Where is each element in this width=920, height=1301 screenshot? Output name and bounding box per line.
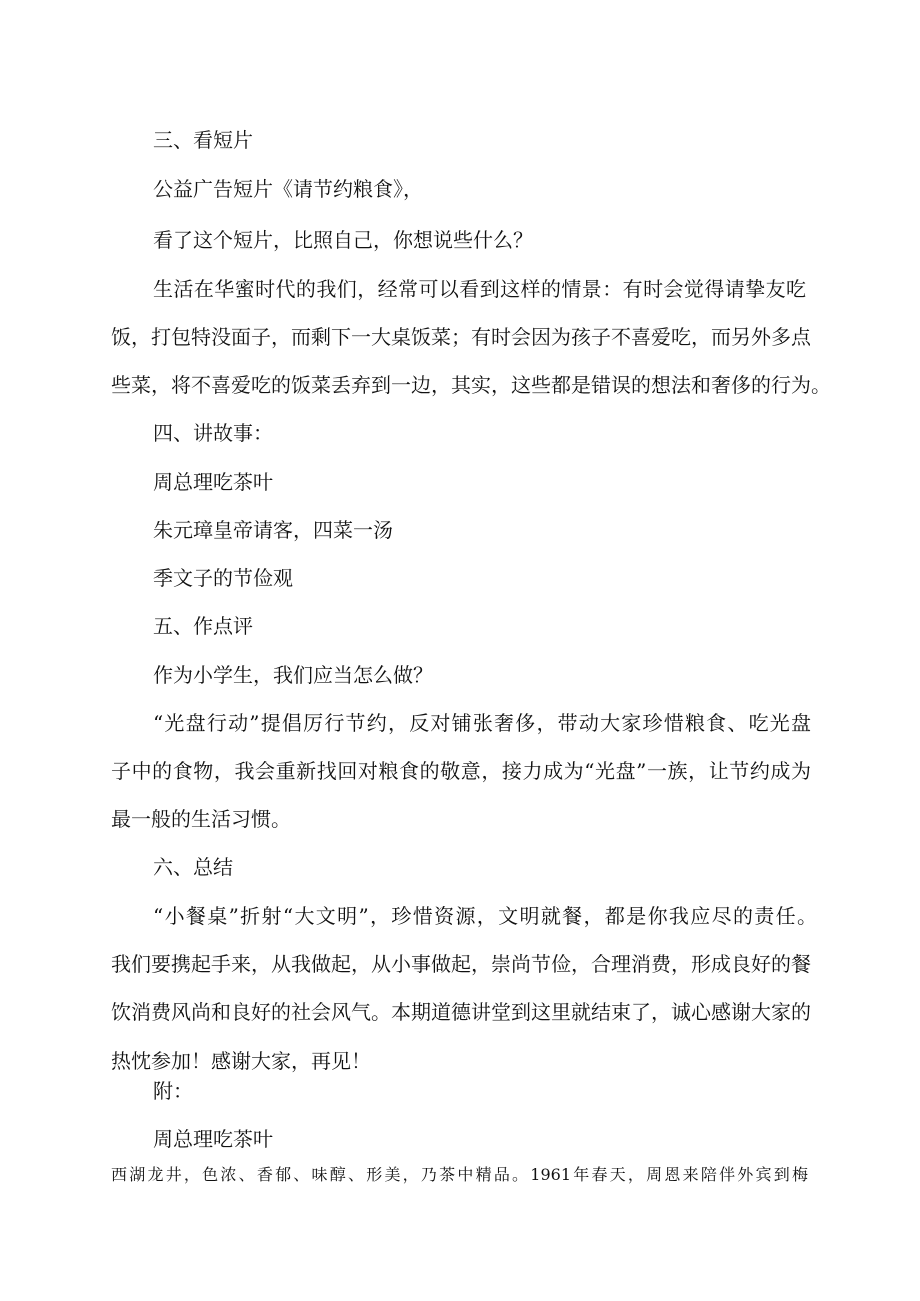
paragraph-line: 作为小学生，我们应当怎么做？ [153, 663, 433, 687]
paragraph-line: 我们要携起手来，从我做起，从小事做起，崇尚节俭，合理消费，形成良好的餐 [111, 952, 811, 976]
paragraph-line: “光盘行动”提倡厉行节约，反对铺张奢侈，带动大家珍惜粮食、吃光盘 [153, 711, 811, 735]
section-heading-5: 五、作点评 [153, 614, 253, 638]
paragraph-line: 看了这个短片，比照自己，你想说些什么？ [153, 228, 533, 252]
story-title: 季文子的节俭观 [153, 566, 293, 590]
story-title: 周总理吃茶叶 [153, 470, 273, 494]
paragraph-line: 生活在华蜜时代的我们，经常可以看到这样的情景：有时会觉得请挚友吃 [153, 277, 806, 301]
story-title: 朱元璋皇帝请客，四菜一汤 [153, 518, 393, 542]
section-heading-3: 三、看短片 [153, 128, 253, 152]
paragraph-line: 些菜，将不喜爱吃的饭菜丢弃到一边，其实，这些都是错误的想法和奢侈的行为。 [111, 373, 831, 397]
appendix-story-title: 周总理吃茶叶 [153, 1127, 273, 1151]
appendix-paragraph-line: 西湖龙井，色浓、香郁、味醇、形美，乃茶中精品。1961年春天，周恩来陪伴外宾到梅 [111, 1165, 808, 1184]
paragraph-line: 饭，打包特没面子，而剩下一大桌饭菜；有时会因为孩子不喜爱吃，而另外多点 [111, 325, 811, 349]
paragraph-line: 子中的食物，我会重新找回对粮食的敬意，接力成为“光盘”一族，让节约成为 [111, 759, 811, 783]
paragraph-line: “小餐桌”折射“大文明”，珍惜资源，文明就餐，都是你我应尽的责任。 [153, 904, 817, 928]
appendix-label: 附： [153, 1079, 193, 1103]
section-heading-6: 六、总结 [153, 855, 233, 879]
paragraph-line: 公益广告短片《请节约粮食》， [153, 177, 423, 201]
paragraph-line: 最一般的生活习惯。 [111, 807, 291, 831]
paragraph-line: 热忱参加！感谢大家，再见！ [111, 1049, 371, 1073]
paragraph-line: 饮消费风尚和良好的社会风气。本期道德讲堂到这里就结束了，诚心感谢大家的 [111, 1000, 811, 1024]
section-heading-4: 四、讲故事： [153, 421, 273, 445]
